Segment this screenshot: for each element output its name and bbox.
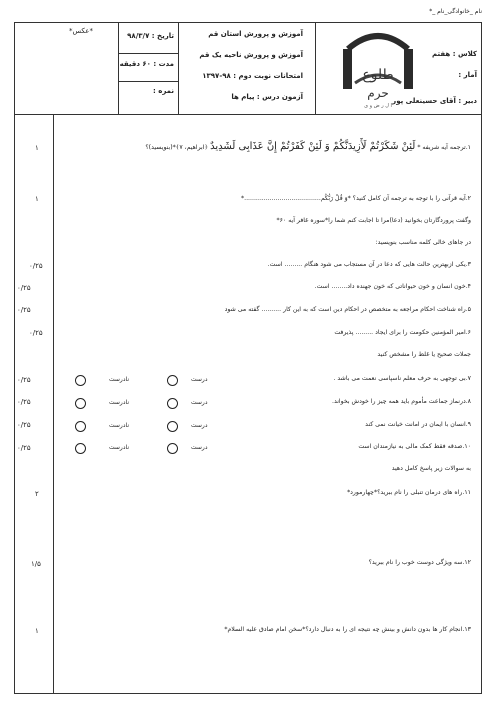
question-12-score: ۱/۵	[31, 560, 41, 568]
question-9-false-radio[interactable]	[75, 421, 86, 432]
question-7-score: ۰/۲۵	[17, 376, 31, 384]
question-8-true-label: درست	[191, 399, 208, 406]
exam-date: تاریخ : ۹۸/۳/۷	[127, 32, 174, 40]
question-10: ۱۰.صدقه فقط کمک مالی به نیازمندان است	[358, 443, 471, 450]
question-7-true-label: درست	[191, 376, 208, 383]
question-4: ۴.خون انسان و خون حیواناتی که خون جهنده داد........ است.	[314, 283, 471, 290]
question-10-score: ۰/۲۵	[17, 444, 31, 452]
question-2: ۲.آیه قرآنی را با توجه به ترجمه آن کامل کنید؟ *وَ قُلْ رَبُّکُم.......................................*	[241, 195, 471, 202]
school-logo	[333, 27, 423, 109]
section-fill-blanks: در جاهای خالی کلمه مناسب بنویسید:	[375, 239, 471, 246]
student-number-label: آمار :	[458, 71, 477, 79]
question-6-score: ۰/۲۵	[29, 329, 43, 337]
question-13-score: ۱	[35, 627, 39, 635]
question-8-false-label: نادرست	[109, 399, 129, 406]
question-10-false-radio[interactable]	[75, 443, 86, 454]
question-8: ۸.درنماز جماعت مأموم باید همه چیز را خودش بخواند.	[332, 398, 471, 405]
question-12: ۱۲.سه ویژگی دوست خوب را نام ببرید؟	[368, 559, 471, 566]
question-1: ۱.ترجمه آیه شریفه * لَئِنْ شَکَرْتُمْ لَأَزِیدَنَّکُمْ وَ لَئِنْ کَفَرْتُمْ إِنَّ عَذَابِی لَشَدِیدٌ ﴿ابراهیم، ۷﴾*(بنویسید)؟	[145, 141, 471, 152]
question-13: ۱۳.انجام کار ها بدون دانش و بینش چه نتیجه ای را به دنبال دارد؟*سخن امام صادق علیه السلام*	[224, 626, 471, 633]
photo-label: *عکس*	[69, 27, 93, 35]
question-8-true-radio[interactable]	[167, 398, 178, 409]
question-7-false-label: نادرست	[109, 376, 129, 383]
exam-sheet	[14, 22, 482, 694]
question-2-score: ۱	[35, 195, 39, 203]
verse-translation: وگفت پروردگارتان بخوانید (دعا)مرا تا اجابت کنم شما را*سوره غافر آیه ۶۰*	[276, 217, 471, 224]
question-9-true-label: درست	[191, 422, 208, 429]
question-10-true-radio[interactable]	[167, 443, 178, 454]
svg-text:حرم: حرم	[367, 86, 389, 100]
question-8-false-radio[interactable]	[75, 398, 86, 409]
question-9-score: ۰/۲۵	[17, 421, 31, 429]
question-1-score: ۱	[35, 144, 39, 152]
question-9-true-radio[interactable]	[167, 421, 178, 432]
question-10-true-label: درست	[191, 444, 208, 451]
question-9: ۹.انسان با ایمان در امانت خیانت نمی کند	[365, 421, 471, 428]
top-line: نام _خانوادگی_نام _*	[429, 8, 482, 15]
exam-term: امتحانات نوبت دوم : ۹۸-۱۳۹۷	[202, 72, 303, 80]
section-full-answers: به سوالات زیر پاسخ کامل دهید	[391, 465, 471, 472]
exam-duration: مدت : ۶۰ دقیقه	[119, 60, 174, 68]
question-5-score: ۰/۲۵	[17, 306, 31, 314]
question-3: ۳.یکی ازبهترین حالت هایی که دعا در آن مستجاب می شود هنگام ......... است.	[267, 261, 471, 268]
question-6: ۶.امیر المؤمنین حکومت را برای ایجاد ......... پذیرفت	[334, 329, 471, 336]
quran-verse: لَئِنْ شَکَرْتُمْ لَأَزِیدَنَّکُمْ وَ لَئِنْ کَفَرْتُمْ إِنَّ عَذَابِی لَشَدِیدٌ	[210, 141, 416, 152]
score-label: نمره :	[152, 87, 174, 95]
course-name: آزمون درس : پیام ها	[231, 93, 303, 101]
question-3-score: ۰/۲۵	[29, 262, 43, 270]
teacher-name: دبیر : آقای حسینعلی پور	[392, 97, 477, 105]
section-true-false: جملات صحیح یا غلط را مشخص کنید	[377, 351, 471, 358]
question-7-true-radio[interactable]	[167, 375, 178, 386]
exam-header	[15, 23, 481, 115]
question-5: ۵.راه شناخت احکام مراجعه به متخصص در احکام دین است که به این کار .......... گفته می شود	[224, 306, 471, 313]
question-10-false-label: نادرست	[109, 444, 129, 451]
org-district: آموزش و پرورش ناحیه یک قم	[199, 51, 303, 59]
grade-label: کلاس : هفتم	[432, 50, 477, 58]
question-11-score: ۲	[35, 490, 39, 498]
question-4-score: ۰/۲۵	[17, 284, 31, 292]
question-11: ۱۱.راه های درمان تنبلی را نام ببرید؟*چهارمورد*	[347, 489, 471, 496]
question-7: ۷.بی توجهی به حرف معلم ناسپاسی نعمت می باشد .	[333, 375, 471, 382]
question-7-false-radio[interactable]	[75, 375, 86, 386]
svg-text:ا ل ر ض و ی: ا ل ر ض و ی	[364, 103, 392, 109]
svg-text:طلوع: طلوع	[362, 67, 394, 83]
org-province: آموزش و پرورش استان قم	[208, 30, 303, 38]
question-9-false-label: نادرست	[109, 422, 129, 429]
question-8-score: ۰/۲۵	[17, 398, 31, 406]
